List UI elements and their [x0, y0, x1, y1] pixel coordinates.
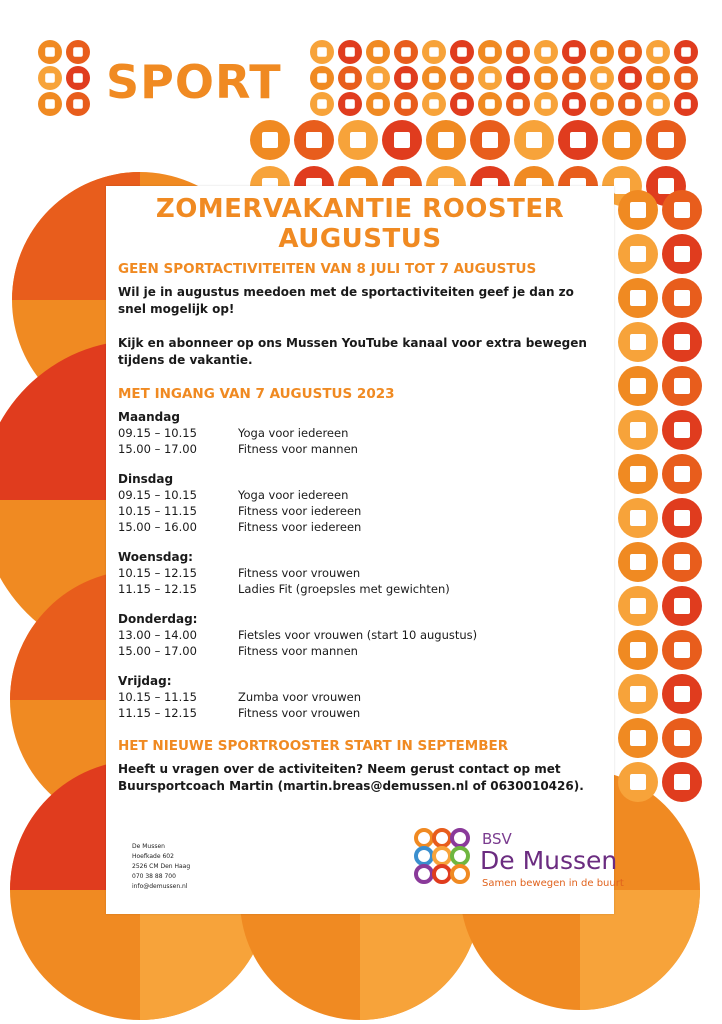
pattern-tile-hole — [630, 202, 646, 218]
pattern-tile-hole — [674, 598, 690, 614]
start-heading: MET INGANG VAN 7 AUGUSTUS 2023 — [118, 386, 395, 402]
logo-mark-icon — [412, 826, 472, 886]
session-row — [106, 441, 614, 457]
pattern-tile-hole — [401, 73, 411, 83]
address-line: 070 38 88 700 — [132, 873, 176, 880]
pattern-tile-hole — [630, 246, 646, 262]
session-activity: Yoga voor iedereen — [238, 426, 349, 440]
pattern-tile-hole — [674, 422, 690, 438]
day-block — [106, 549, 614, 597]
pattern-tile-hole — [625, 73, 635, 83]
pattern-tile-hole — [457, 99, 467, 109]
pattern-tile-hole — [658, 132, 674, 148]
session-time: 13.00 – 14.00 — [118, 628, 197, 642]
pattern-tile-hole — [630, 466, 646, 482]
address-line: De Mussen — [132, 843, 165, 850]
pattern-tile-hole — [513, 73, 523, 83]
pattern-tile-hole — [630, 378, 646, 394]
pattern-tile-hole — [674, 554, 690, 570]
pattern-tile-hole — [45, 47, 55, 57]
pattern-tile-hole — [653, 99, 663, 109]
pattern-tile-hole — [306, 132, 322, 148]
pattern-tile-hole — [674, 510, 690, 526]
session-time: 11.15 – 12.15 — [118, 706, 197, 720]
session-time: 10.15 – 11.15 — [118, 504, 197, 518]
day-block — [106, 673, 614, 721]
pattern-tile-hole — [482, 132, 498, 148]
pattern-tile-hole — [569, 99, 579, 109]
bsv-de-mussen-logo — [412, 824, 624, 904]
circle-quarter — [360, 900, 480, 1020]
contact-paragraph: Heeft u vragen over de activiteiten? Neem gerust contact op met Buursportcoach Martin (martin.breas@demussen.nl of 0630010426). — [118, 762, 584, 793]
session-row — [106, 503, 614, 519]
pattern-tile-hole — [674, 730, 690, 746]
session-activity: Fitness voor vrouwen — [238, 706, 361, 720]
pattern-tile-hole — [630, 686, 646, 702]
pattern-tile-hole — [317, 99, 327, 109]
pattern-tile-hole — [597, 99, 607, 109]
pattern-tile-hole — [597, 47, 607, 57]
session-row — [106, 519, 614, 535]
pattern-tile-hole — [630, 290, 646, 306]
pattern-tile-hole — [674, 290, 690, 306]
session-time: 09.15 – 10.15 — [118, 426, 197, 440]
schedule-title-line2: AUGUSTUS — [278, 224, 442, 254]
schedule-title — [106, 186, 614, 254]
session-activity: Fitness voor vrouwen — [238, 566, 361, 580]
day-name: Vrijdag: — [118, 674, 172, 688]
session-activity: Zumba voor vrouwen — [238, 690, 362, 704]
session-activity: Fitness voor mannen — [238, 644, 358, 658]
youtube-paragraph: Kijk en abonneer op ons Mussen YouTube kanaal voor extra bewegen tijdens de vakantie. — [118, 336, 587, 367]
address-line: Hoefkade 602 — [132, 853, 174, 860]
pattern-tile-hole — [674, 686, 690, 702]
session-time: 09.15 – 10.15 — [118, 488, 197, 502]
pattern-tile-hole — [597, 73, 607, 83]
session-activity: Yoga voor iedereen — [238, 488, 349, 502]
pattern-tile-hole — [373, 73, 383, 83]
pattern-tile-hole — [569, 73, 579, 83]
session-time: 10.15 – 12.15 — [118, 566, 197, 580]
schedule-card — [106, 186, 624, 914]
pattern-tile-hole — [317, 73, 327, 83]
pattern-tile-hole — [541, 73, 551, 83]
session-activity: Ladies Fit (groepsles met gewichten) — [238, 582, 450, 596]
pattern-tile-hole — [429, 99, 439, 109]
pattern-tile-hole — [625, 47, 635, 57]
pattern-tile-hole — [674, 466, 690, 482]
pattern-tile-hole — [674, 642, 690, 658]
session-time: 15.00 – 17.00 — [118, 442, 197, 456]
september-heading: HET NIEUWE SPORTROOSTER START IN SEPTEMBER — [118, 738, 509, 754]
pattern-tile-hole — [653, 47, 663, 57]
session-time: 15.00 – 17.00 — [118, 644, 197, 658]
pattern-tile-hole — [429, 47, 439, 57]
session-row — [106, 487, 614, 503]
session-activity: Fitness voor mannen — [238, 442, 358, 456]
pattern-tile-hole — [485, 73, 495, 83]
day-name: Woensdag: — [118, 550, 193, 564]
session-row — [106, 689, 614, 705]
pattern-tile-hole — [45, 99, 55, 109]
pattern-tile-hole — [681, 47, 691, 57]
pattern-tile-hole — [569, 47, 579, 57]
pattern-tile-hole — [485, 99, 495, 109]
session-row — [106, 581, 614, 597]
session-row — [106, 643, 614, 659]
header-title: SPORT — [106, 55, 282, 109]
pattern-tile-hole — [653, 73, 663, 83]
pattern-tile-hole — [541, 99, 551, 109]
session-activity: Fitness voor iedereen — [238, 504, 362, 518]
logo-bsv: BSV — [482, 830, 512, 848]
session-activity: Fietsles voor vrouwen (start 10 augustus) — [238, 628, 478, 642]
session-time: 10.15 – 11.15 — [118, 690, 197, 704]
pattern-tile-hole — [614, 178, 630, 194]
pattern-tile-hole — [630, 642, 646, 658]
pattern-tile-hole — [438, 132, 454, 148]
schedule-days — [106, 409, 614, 721]
footer-address — [132, 842, 190, 892]
notice-heading: GEEN SPORTACTIVITEITEN VAN 8 JULI TOT 7 AUGUSTUS — [118, 261, 537, 277]
pattern-tile-hole — [457, 47, 467, 57]
session-row — [106, 627, 614, 643]
pattern-tile-hole — [345, 99, 355, 109]
pattern-tile-hole — [373, 47, 383, 57]
pattern-tile-hole — [681, 99, 691, 109]
pattern-tile-hole — [630, 554, 646, 570]
pattern-tile-hole — [394, 132, 410, 148]
pattern-tile-hole — [262, 132, 278, 148]
pattern-tile-hole — [674, 378, 690, 394]
pattern-tile-hole — [373, 99, 383, 109]
address-line: info@demussen.nl — [132, 883, 188, 890]
pattern-tile-hole — [429, 73, 439, 83]
session-row — [106, 705, 614, 721]
day-name: Dinsdag — [118, 472, 174, 486]
pattern-tile-hole — [513, 99, 523, 109]
pattern-tile-hole — [674, 246, 690, 262]
schedule-title-line1: ZOMERVAKANTIE ROOSTER — [155, 194, 565, 224]
pattern-tile-hole — [485, 47, 495, 57]
pattern-tile-hole — [630, 334, 646, 350]
session-time: 15.00 – 16.00 — [118, 520, 197, 534]
pattern-tile-hole — [345, 73, 355, 83]
pattern-tile-hole — [345, 47, 355, 57]
intro-paragraph: Wil je in augustus meedoen met de sportactiviteiten geef je dan zo snel mogelijk op! — [118, 285, 574, 316]
pattern-tile-hole — [541, 47, 551, 57]
pattern-tile-hole — [658, 178, 674, 194]
pattern-tile-hole — [401, 47, 411, 57]
pattern-tile-hole — [73, 99, 83, 109]
day-block — [106, 611, 614, 659]
pattern-tile-hole — [73, 73, 83, 83]
pattern-tile-hole — [630, 730, 646, 746]
session-activity: Fitness voor iedereen — [238, 520, 362, 534]
day-name: Maandag — [118, 410, 180, 424]
session-time: 11.15 – 12.15 — [118, 582, 197, 596]
session-row — [106, 425, 614, 441]
day-block — [106, 471, 614, 535]
pattern-tile-hole — [570, 132, 586, 148]
pattern-tile-hole — [513, 47, 523, 57]
pattern-tile-hole — [625, 99, 635, 109]
pattern-tile-hole — [350, 132, 366, 148]
pattern-tile-hole — [681, 73, 691, 83]
pattern-tile-hole — [674, 202, 690, 218]
session-row — [106, 565, 614, 581]
day-name: Donderdag: — [118, 612, 198, 626]
pattern-tile-hole — [630, 598, 646, 614]
pattern-tile-hole — [73, 47, 83, 57]
pattern-tile-hole — [630, 422, 646, 438]
pattern-tile-hole — [614, 132, 630, 148]
address-line: 2526 CM Den Haag — [132, 863, 191, 870]
pattern-tile-hole — [630, 774, 646, 790]
pattern-tile-hole — [674, 774, 690, 790]
pattern-tile-hole — [401, 99, 411, 109]
pattern-tile-hole — [457, 73, 467, 83]
logo-tagline: Samen bewegen in de buurt — [482, 878, 624, 889]
pattern-tile-hole — [674, 334, 690, 350]
pattern-tile-hole — [526, 132, 542, 148]
pattern-tile-hole — [45, 73, 55, 83]
pattern-tile-hole — [630, 510, 646, 526]
day-block — [106, 409, 614, 457]
logo-name: De Mussen — [480, 846, 618, 875]
pattern-tile-hole — [317, 47, 327, 57]
